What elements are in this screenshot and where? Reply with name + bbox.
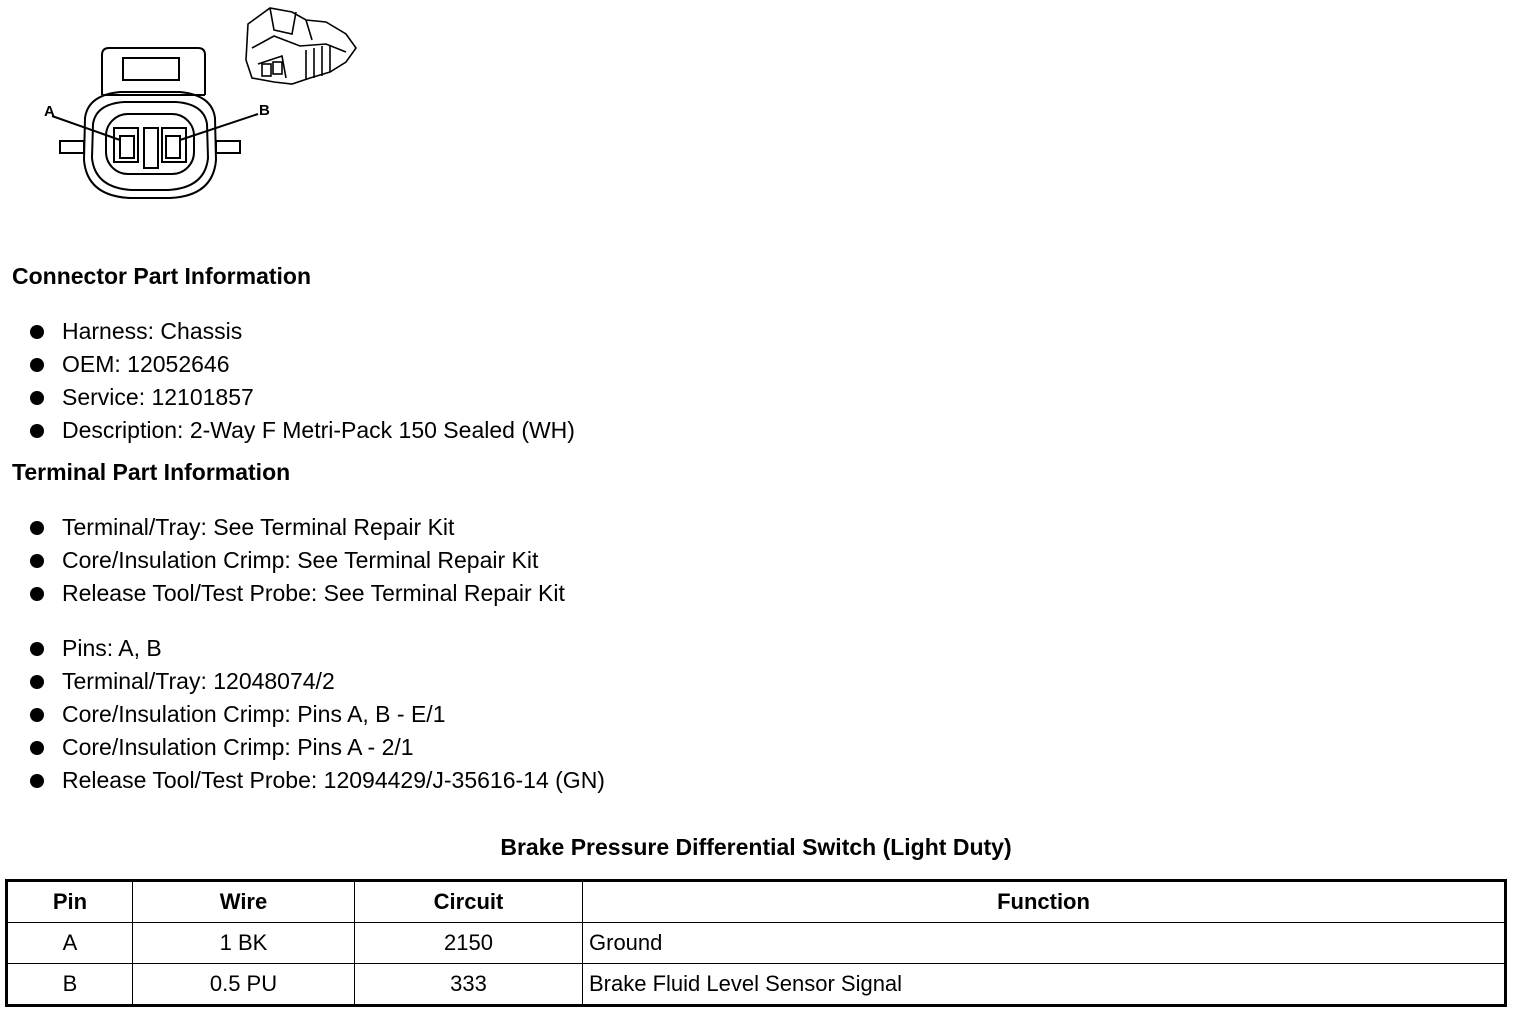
cell-function: Ground [583,923,1506,964]
table-header-row [7,881,1506,923]
list-item: Description: 2-Way F Metri-Pack 150 Sealed (WH) [28,414,575,447]
pin-a-callout: A [44,103,55,120]
header-function: Function [583,881,1506,923]
cell-pin: A [7,923,133,964]
pin-table [5,879,1507,1007]
list-item: Core/Insulation Crimp: See Terminal Repair Kit [28,544,565,577]
connector-face-illustration [30,0,390,220]
cell-wire: 0.5 PU [133,964,355,1006]
list-item: Release Tool/Test Probe: See Terminal Repair Kit [28,577,565,610]
header-pin: Pin [7,881,133,923]
list-item: Terminal/Tray: 12048074/2 [28,665,605,698]
list-item: Service: 12101857 [28,381,575,414]
terminal-info-list-1 [28,511,565,610]
terminal-section-title: Terminal Part Information [12,459,291,485]
connector-section-title: Connector Part Information [12,263,312,289]
list-item: OEM: 12052646 [28,348,575,381]
connector-info-list [28,315,575,447]
cell-wire: 1 BK [133,923,355,964]
cell-pin: B [7,964,133,1006]
pin-table-title: Brake Pressure Differential Switch (Light Duty) [500,834,1012,860]
cell-function: Brake Fluid Level Sensor Signal [583,964,1506,1006]
header-circuit: Circuit [355,881,583,923]
cell-circuit: 2150 [355,923,583,964]
list-item: Release Tool/Test Probe: 12094429/J-35616-14 (GN) [28,764,605,797]
terminal-info-list-2 [28,632,605,797]
list-item: Harness: Chassis [28,315,575,348]
table-row [7,923,1506,964]
connector-diagram [30,0,390,220]
table-row [7,964,1506,1006]
list-item: Pins: A, B [28,632,605,665]
cell-circuit: 333 [355,964,583,1006]
list-item: Core/Insulation Crimp: Pins A, B - E/1 [28,698,605,731]
list-item: Terminal/Tray: See Terminal Repair Kit [28,511,565,544]
list-item: Core/Insulation Crimp: Pins A - 2/1 [28,731,605,764]
header-wire: Wire [133,881,355,923]
pin-b-callout: B [259,102,270,119]
